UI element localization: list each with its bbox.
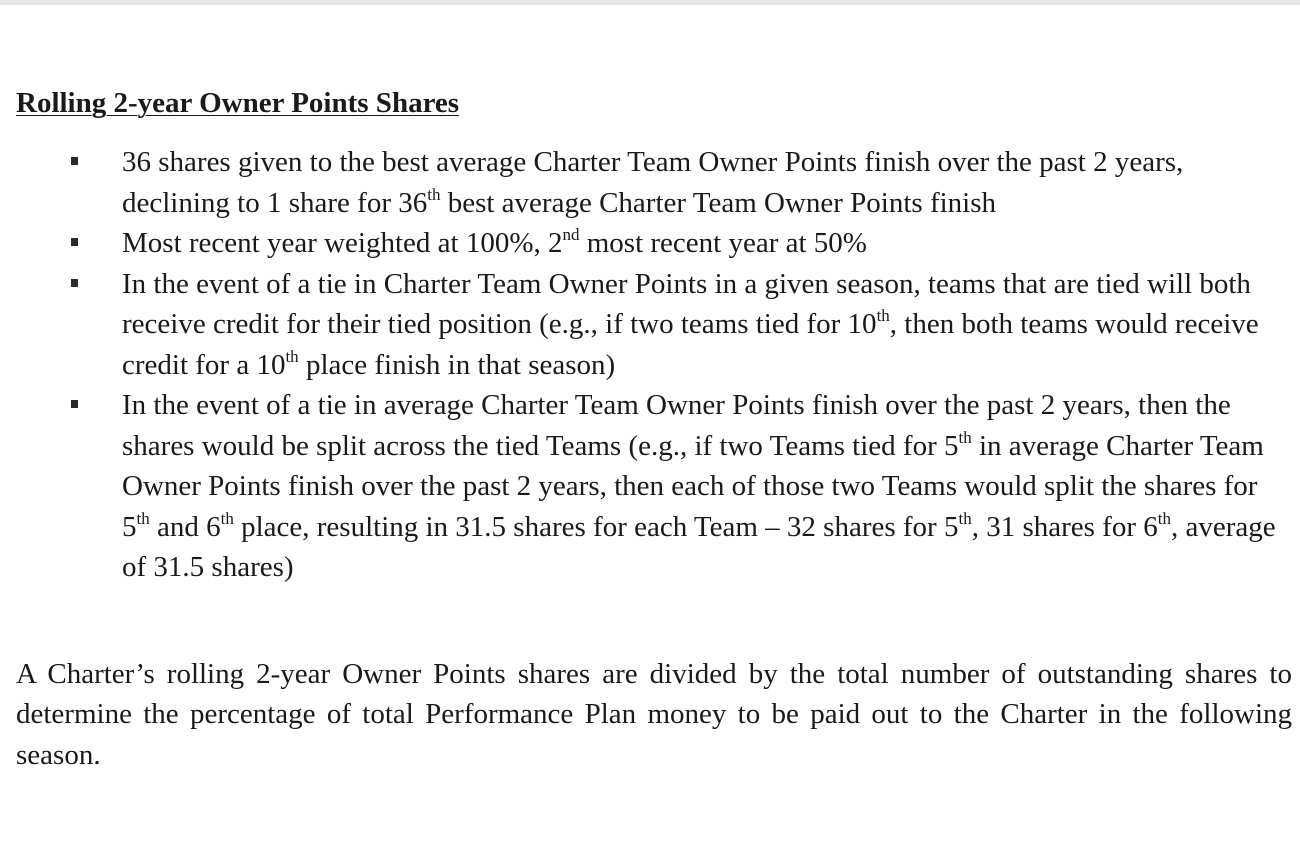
text-segment: in average Charter Team Owner Points finish over the past 2 years, then each of those two Teams would split the shares for 5 bbox=[122, 429, 1264, 543]
text-segment: place, resulting in 31.5 shares for each Team – 32 shares for 5 bbox=[233, 510, 959, 543]
text-segment: , 31 shares for 6 bbox=[971, 510, 1158, 543]
text-segment: In the event of a tie in Charter Team Owner Points in a given season, teams that are tied will both receive credit for their tied position (e.g., if two teams tied for 10 bbox=[122, 267, 1251, 340]
text-segment: most recent year at 50% bbox=[579, 227, 867, 259]
ordinal-suffix: th bbox=[427, 184, 441, 204]
bullet-item bbox=[16, 264, 1282, 386]
bullet-item bbox=[16, 223, 1282, 264]
bullet-list bbox=[16, 142, 1292, 588]
text-segment: best average Charter Team Owner Points finish bbox=[440, 186, 996, 219]
bullet-text bbox=[122, 389, 1276, 583]
ordinal-suffix: th bbox=[958, 508, 972, 528]
ordinal-suffix: th bbox=[220, 508, 234, 528]
text-segment: In the event of a tie in average Charter Team Owner Points finish over the past 2 years, then the shares would be split across the tied Teams (e.g., if two Teams tied for 5 bbox=[122, 389, 1231, 462]
square-bullet-icon bbox=[71, 400, 78, 408]
text-segment: place finish in that season) bbox=[298, 348, 616, 381]
square-bullet-icon bbox=[71, 157, 78, 165]
document-body bbox=[16, 80, 1292, 775]
bullet-item bbox=[16, 385, 1282, 588]
square-bullet-icon bbox=[71, 238, 78, 246]
text-segment: , then both teams would receive credit for a 10 bbox=[122, 308, 1259, 381]
bullet-item bbox=[16, 142, 1282, 223]
text-segment: Most recent year weighted at 100%, 2 bbox=[122, 227, 563, 259]
section-heading: Rolling 2-year Owner Points Shares bbox=[16, 87, 460, 119]
bullet-text bbox=[122, 227, 867, 259]
text-segment: 36 shares given to the best average Charter Team Owner Points finish over the past 2 years, declining to 1 share for 36 bbox=[122, 146, 1184, 219]
bullet-text bbox=[122, 146, 1183, 219]
closing-paragraph: A Charter’s rolling 2-year Owner Points shares are divided by the total number of outstanding shares to determine the percentage of total Performance Plan money to be paid out to the Charter in the following season. bbox=[16, 657, 1292, 771]
top-border bbox=[0, 0, 1300, 5]
bullet-text bbox=[122, 268, 1259, 381]
ordinal-suffix: th bbox=[876, 306, 890, 325]
square-bullet-icon bbox=[71, 279, 78, 287]
ordinal-suffix: th bbox=[958, 427, 972, 447]
ordinal-suffix: th bbox=[285, 346, 299, 366]
ordinal-suffix: th bbox=[136, 508, 150, 528]
text-segment: , average of 31.5 shares) bbox=[122, 510, 1276, 583]
ordinal-suffix: th bbox=[1157, 508, 1171, 528]
text-segment: and 6 bbox=[149, 510, 221, 543]
ordinal-suffix: nd bbox=[562, 225, 580, 244]
